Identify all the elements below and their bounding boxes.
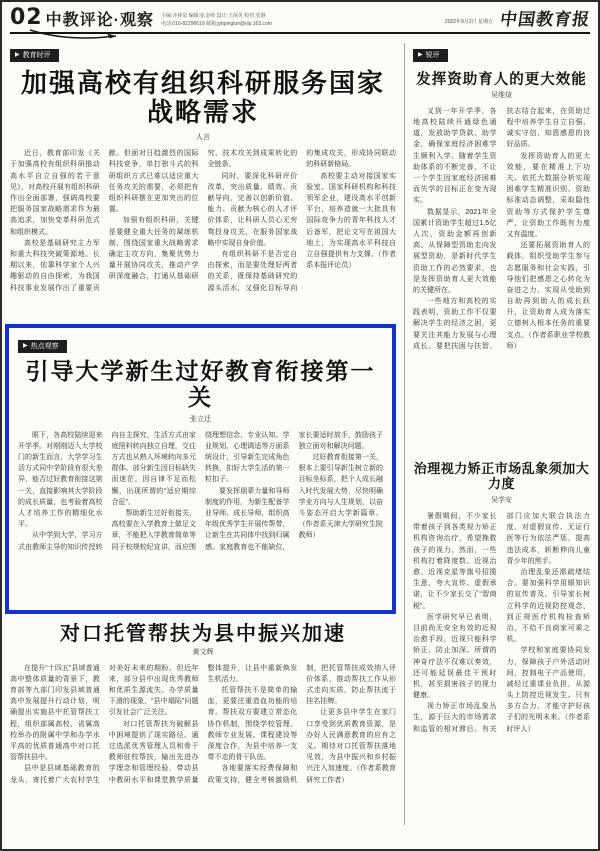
bottom-body-text: 在提升“十四五”县域普通高中整体质量的背景下，教育部等九部门印发县域普通高中发展提升行动计划，明确提出实施县中托管帮扶工程，组织部属高校、省属高校举办的附属中学和办学水平高的优质普通高中对口托管帮扶县中。 县中是县域基础教育的龙头，寄托着广大农村学生对美好未来的期盼。但近年来，部分县中出现优秀教师和优质生源流失、办学质量下滑的现象，“县中塌陷”问题引发社会广泛关注。 对口托管帮扶为破解县中困境提供了现实路径。通过选派优秀管理人员和骨干教师驻校帮扶，输出先进办学理念和管理经验，带动县中教研水平和课堂教学质量整体提升，让县中重新焕发生机活力。 托管帮扶不是简单的输血，更要注重造血功能的培育。帮扶双方要建立常态化协作机制，围绕学校管理、教师专业发展、课程建设等深度合作，为县中培养一支带不走的骨干队伍。 各地要落实经费保障和政策支持，健全考核激励机制，把托管帮扶成效纳入评价体系，推动帮扶工作从形式走向实质，防止帮扶流于挂名挂牌。 让更多县中学生在家门口享受到优质教育资源，是办好人民满意教育的应有之义。期待对口托管帮扶落地见效，为县中振兴和乡村振兴注入加速度。（作者系教育研究工作者） [10, 664, 396, 784]
article-side-top [413, 43, 590, 452]
side-top-author: 吴维煊 [491, 91, 512, 99]
column-tag-lead [10, 49, 59, 62]
side-bottom-author: 吴学安 [491, 497, 512, 505]
column-tag-label: 热点观察 [30, 342, 59, 350]
play-icon: ▶ [23, 343, 28, 350]
swoosh-arrow-icon [28, 29, 124, 45]
side-bottom-headline: 治理视力矫正市场乱象须加大力度 [413, 461, 590, 493]
bottom-author: 黄文辉 [192, 648, 214, 656]
featured-author: 张立迁 [190, 415, 211, 423]
page-number: 02 [10, 5, 43, 30]
side-top-headline: 发挥资助育人的更大效能 [416, 70, 587, 88]
page-header [10, 7, 590, 29]
column-tag-side [413, 49, 448, 62]
masthead-logo: 中国教育报 [498, 10, 592, 30]
article-featured-box [5, 324, 396, 613]
featured-body-text: 眼下，各高校陆续迎来开学季。对刚刚迈入大学校门的新生而言，大学学习生活方式同中学阶段有很大差异，能否过好教育衔接这第一关，直接影响其大学阶段的成长质量，也考验着高校人才培养工作的精细化水平。 从中学到大学，学习方式由教师主导的知识传授转向自主探究，生活方式由家庭照料转向独立自理，交往方式也从熟人环境转向多元群体。部分新生因目标缺失而迷茫，因自律不足而松懈，出现所谓的“适应期综合征”。 帮助新生过好衔接关，高校要在入学教育上做足文章，不能把入学教育简单等同于校规校纪宣讲，而应围绕理想信念、专业认知、学业规划、心理调适等方面系统设计，引导新生完成角色转换，扣好大学生活的第一粒扣子。 要发挥朋辈力量和导师制度的作用，为新生配备学业导师、成长导师，组织高年级优秀学生开展传帮带，让新生在共同体中找到归属感。家庭教育也不能缺位，家长要适时放手，鼓励孩子独立面对和解决问题。 过好教育衔接第一关，根本上要引导新生树立新的目标坐标系，把个人成长融入时代发展大势，尽快明确学业方向与人生规划，以奋斗姿态开启大学新篇章。（作者系天津大学研究生院教师） [18, 431, 383, 551]
side-bottom-body-text: 暑假期间，不少家长带着孩子到各类视力矫正机构咨询治疗，希望挽救孩子的视力。然而，一些机构打着降度数、近视治愈、近视克星等旗号招揽生意，夸大宣传、虚假承诺，让不少家长交了“智商税”。 医学研究早已表明，目前尚无安全有效的近视治愈手段，近视只能科学矫正、防止加深。所谓的神奇疗法不仅难以奏效，还可能延误最佳干预时机，甚至损害孩子的视力健康。 视力矫正市场乱象丛生，源于巨大的市场需求和监管的相对滞后。有关部门应加大联合执法力度，对虚假宣传、无证行医等行为依法严惩，提高违法成本，斩断伸向儿童青少年的黑手。 治理乱象还需疏堵结合。要加强科学用眼知识的宣传普及，引导家长树立科学的近视防控观念，到正规医疗机构检查矫治，不给不良商家可乘之机。 学校和家庭要协同发力，保障孩子户外活动时间，控制电子产品使用，减轻过重课业负担，从源头上防控近视发生。只有多方合力，才能守护好孩子们的光明未来。（作者系时评人） [413, 513, 590, 733]
column-tag-label: 教育时评 [22, 51, 51, 59]
lead-author: 人言 [196, 134, 210, 142]
staff-info [161, 13, 272, 29]
article-lead [10, 43, 396, 316]
page-body [10, 43, 590, 825]
side-top-body-text: 又到一年开学季，各地高校陆续开通绿色通道，发放助学贷款、助学金，确保家庭经济困难学生顺利入学。随着学生资助体系的不断完善，不让一个学生因家庭经济困难而失学的目标正在变为现实。 数据显示，2021年全国累计资助学生超过1.5亿人次，资助金额再创新高。从保障型资助走向发展型资助，是新时代学生资助工作的必然要求，也是发挥资助育人更大效能的关键所在。 一些地方和高校的实践表明，资助工作不仅要解决学生的经济之困，更要关注其能力发展与心理成长。要把扶困与扶智、扶志结合起来，在资助过程中培养学生自立自强、诚实守信、知恩感恩的良好品质。 发挥资助育人的更大效能，要在精准上下功夫。依托大数据分析实现困难学生精准识别、资助标准动态调整，采取隐性资助等方式保护学生尊严，让资助工作既有力度又有温度。 还要拓展资助育人的载体，组织受助学生参与志愿服务和社会实践，引导他们把感恩之心转化为奋进之力，实现从受助到自助再到助人的成长跃升，让资助育人成为落实立德树人根本任务的重要支点。（作者系职业学校教师） [413, 107, 590, 350]
article-bottom [10, 622, 396, 851]
play-icon: ▶ [15, 52, 20, 58]
play-icon: ▶ [418, 52, 423, 58]
dateline: 2022年9月2日 星期五 [444, 19, 493, 25]
lead-headline: 加强高校有组织科研服务国家战略需求 [20, 68, 385, 129]
sidebar-column [404, 43, 590, 825]
staff-line1: 主编:齐林泉 编辑:张金岭 设计:王保英 校对:张静 [160, 13, 266, 19]
main-column [10, 43, 396, 825]
staff-line2: 电话:010-82296619 邮箱:jybpinglun@vip.163.com [160, 20, 272, 27]
column-tag-featured [18, 340, 67, 353]
lead-body-text: 近日，教育部印发《关于加强高校有组织科研推动高水平自立自强的若干意见》，对高校开展有组织科研作出全面部署，强调高校要把服务国家战略需求作为最高追求，加快变革科研范式和组织模式。 高校是基础研究主力军和重大科技突破策源地。长期以来，依靠科学家个人兴趣驱动的自由探索，为我国科技事业发展作出了重要贡献。但面对日趋激烈的国际科技竞争，单打独斗式的科研组织方式已难以适应重大任务攻关的需要，必须把有组织科研摆在更加突出的位置。 加强有组织科研，关键是要健全重大任务的凝练机制，围绕国家重大战略需求确定主攻方向，集聚优势力量开展协同攻关，推动产学研深度融合，打通从基础研究、技术攻关到成果转化的全链条。 同时，要深化科研评价改革，突出质量、绩效、贡献导向，完善以创新价值、能力、贡献为核心的人才评价体系，让科研人员心无旁骛投身攻关，在服务国家战略中实现自身价值。 有组织科研不是否定自由探索，而是要处理好两者的关系，既保持基础研究的源头活水，又强化目标导向的集成攻关，形成协同联动的科研新格局。 高校要主动对接国家实验室、国家科研机构和科技领军企业，建设高水平创新平台，培养造就一大批具有国际竞争力的青年科技人才后备军，把论文写在祖国大地上，为实现高水平科技自立自强提供有力支撑。（作者系本报评论员） [10, 150, 396, 292]
bottom-headline: 对口托管帮扶为县中振兴加速 [60, 620, 346, 645]
section-title: 中教评论·观察 [45, 12, 154, 29]
featured-headline: 引导大学新生过好教育衔接第一关 [25, 357, 376, 412]
column-tag-label: 锐评 [425, 51, 440, 59]
article-side-bottom [413, 462, 590, 803]
header-right [445, 12, 590, 29]
